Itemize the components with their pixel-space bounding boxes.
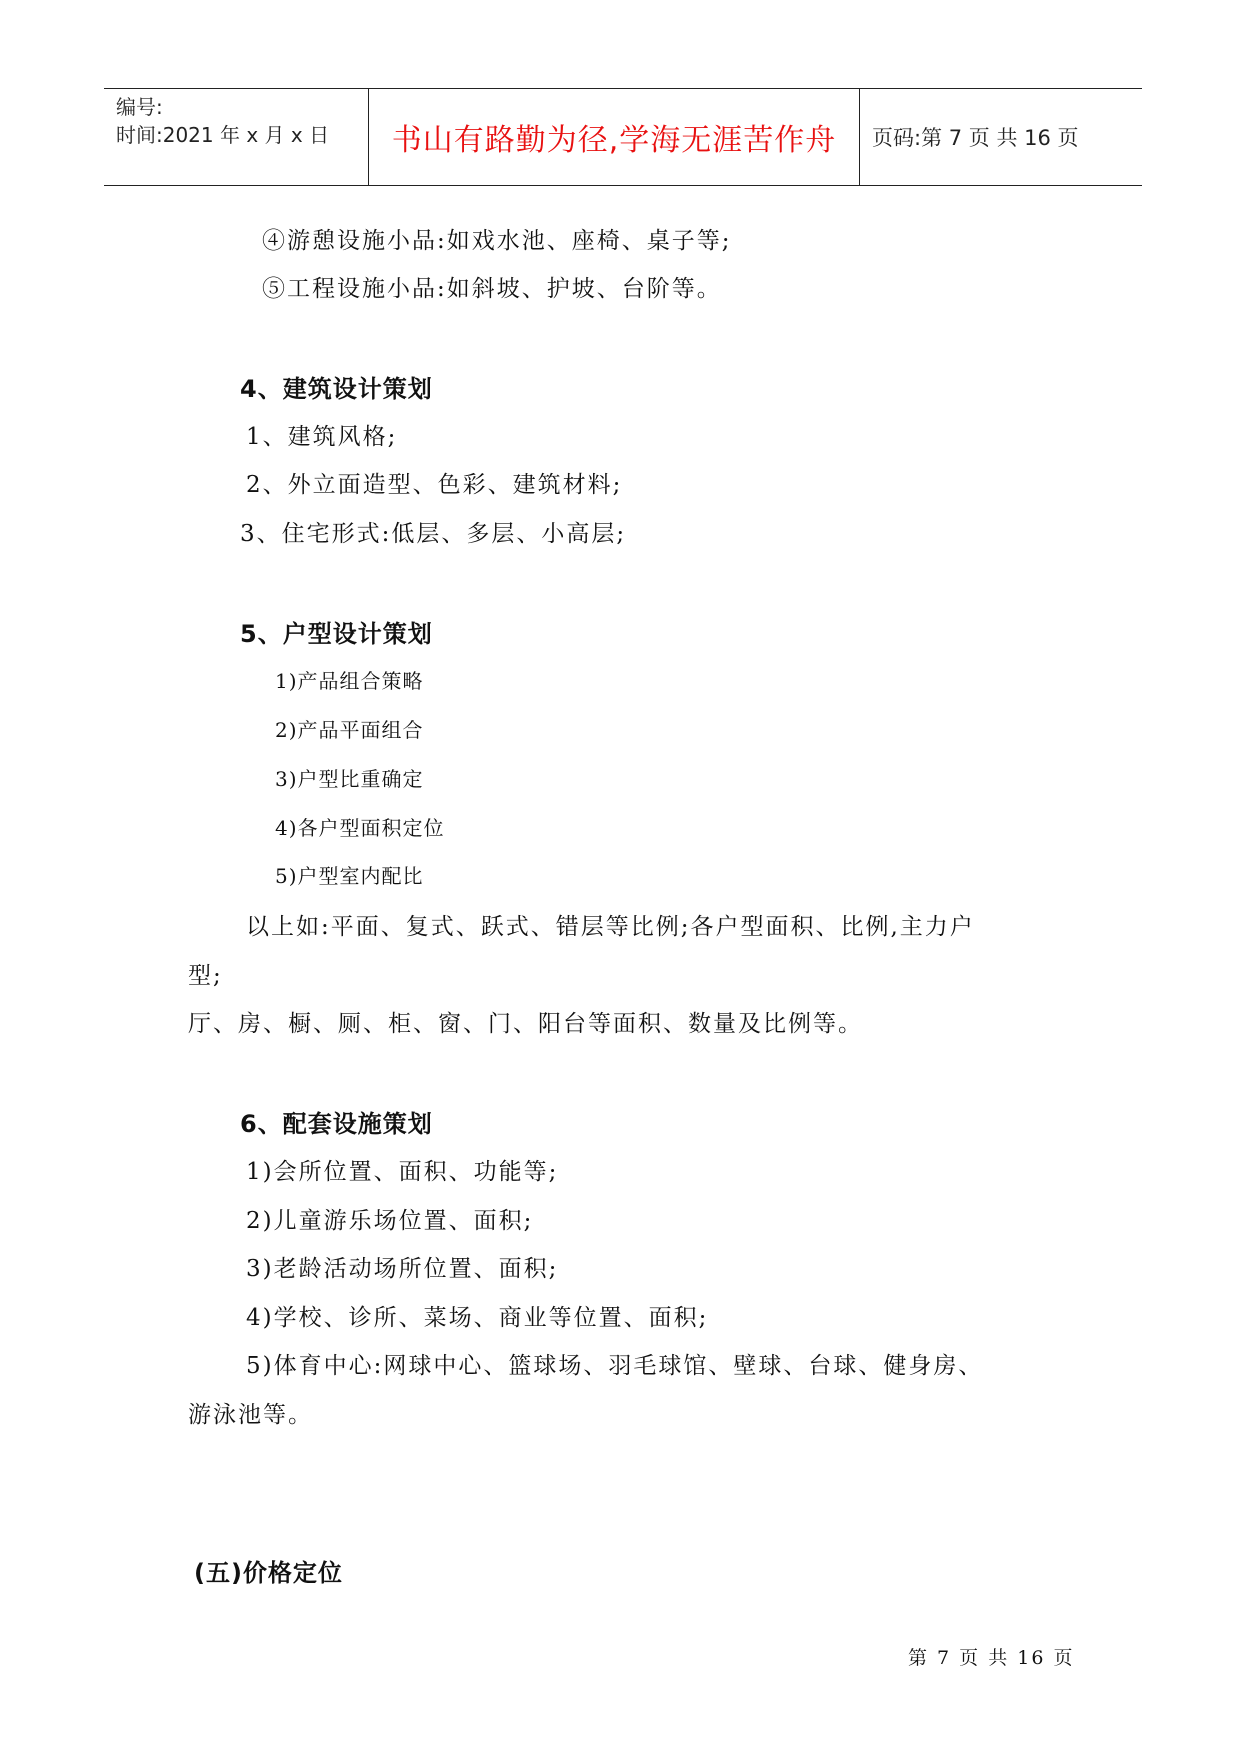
section-heading-five: (五)价格定位 bbox=[194, 1559, 343, 1587]
header-page-code: 页码:第 7 页 共 16 页 bbox=[872, 126, 1079, 150]
list-item: 4)各户型面积定位 bbox=[275, 816, 445, 840]
header-motto-cell bbox=[369, 89, 860, 185]
list-item: 3、住宅形式:低层、多层、小高层; bbox=[240, 521, 627, 547]
section-heading-5: 5、户型设计策划 bbox=[240, 620, 433, 648]
header-info bbox=[104, 89, 369, 185]
page-footer: 第 7 页 共 16 页 bbox=[908, 1647, 1075, 1669]
list-item: 1、建筑风格; bbox=[246, 424, 398, 450]
list-item: 5)体育中心:网球中心、篮球场、羽毛球馆、壁球、台球、健身房、 bbox=[246, 1353, 984, 1379]
document-number-label: 编号: bbox=[116, 95, 163, 119]
header-motto: 书山有路勤为径,学海无涯苦作舟 bbox=[391, 123, 837, 158]
paragraph-line: 以上如:平面、复式、跃式、错层等比例;各户型面积、比例,主力户 bbox=[246, 914, 975, 940]
section-heading-4: 4、建筑设计策划 bbox=[240, 375, 433, 403]
paragraph-line: 型; bbox=[188, 963, 223, 989]
paragraph-line: ④游憩设施小品:如戏水池、座椅、桌子等; bbox=[262, 228, 732, 254]
document-time-label: 时间:2021 年 x 月 x 日 bbox=[116, 123, 330, 147]
list-item: 1)会所位置、面积、功能等; bbox=[246, 1159, 559, 1185]
page-header bbox=[104, 88, 1142, 186]
list-item: 5)户型室内配比 bbox=[275, 864, 424, 888]
list-item: 3)老龄活动场所位置、面积; bbox=[246, 1256, 559, 1282]
section-heading-6: 6、配套设施策划 bbox=[240, 1110, 433, 1138]
paragraph-line: 游泳池等。 bbox=[188, 1402, 313, 1428]
paragraph-line: ⑤工程设施小品:如斜坡、护坡、台阶等。 bbox=[262, 276, 722, 302]
list-item: 2)产品平面组合 bbox=[275, 718, 424, 742]
list-item: 2、外立面造型、色彩、建筑材料; bbox=[246, 472, 623, 498]
header-page-code-cell bbox=[860, 89, 1142, 185]
list-item: 4)学校、诊所、菜场、商业等位置、面积; bbox=[246, 1305, 709, 1331]
list-item: 2)儿童游乐场位置、面积; bbox=[246, 1208, 534, 1234]
list-item: 1)产品组合策略 bbox=[275, 669, 424, 693]
list-item: 3)户型比重确定 bbox=[275, 767, 424, 791]
paragraph-line: 厅、房、橱、厕、柜、窗、门、阳台等面积、数量及比例等。 bbox=[188, 1011, 863, 1037]
